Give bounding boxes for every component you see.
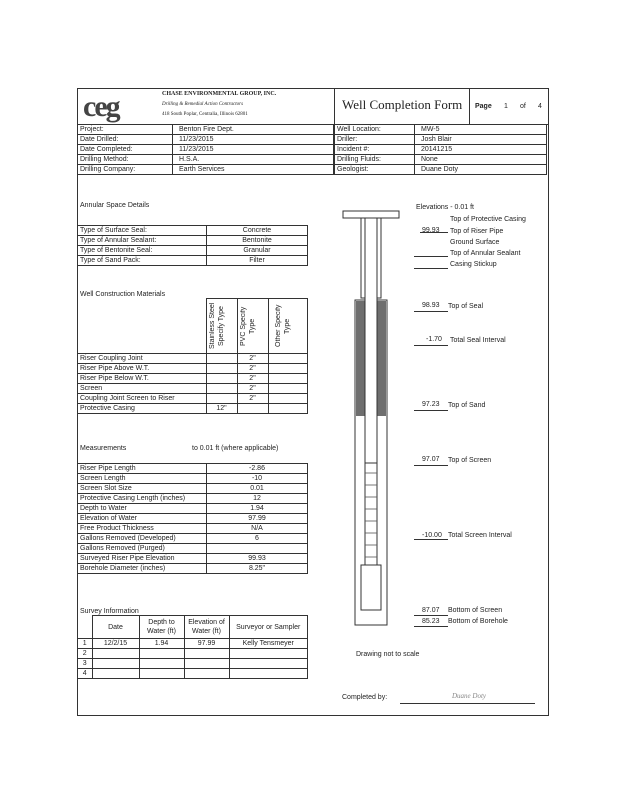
info-value: MW-5	[415, 125, 547, 135]
table-row	[78, 474, 308, 484]
annular-value: Bentonite	[207, 236, 308, 246]
material-pvc: 2"	[237, 384, 268, 394]
bottom-cap	[361, 565, 381, 610]
table-row	[78, 404, 308, 414]
table-row	[78, 514, 308, 524]
table-row	[78, 125, 334, 135]
table-row	[78, 155, 334, 165]
measure-value	[207, 544, 308, 554]
diagram-note: Drawing not to scale	[356, 651, 420, 658]
value-top-riser: 99.93	[422, 227, 440, 234]
value-bottom-borehole: 85.23	[422, 618, 440, 625]
material-pvc: 2"	[237, 374, 268, 384]
company-address: 418 South Poplar, Centralia, Illinois 62801	[162, 112, 248, 117]
measure-label: Surveyed Riser Pipe Elevation	[78, 554, 207, 564]
label-top-screen: Top of Screen	[448, 457, 492, 464]
survey-depth	[139, 649, 184, 659]
table-row	[78, 135, 334, 145]
survey-elev	[184, 649, 229, 659]
measurements-heading: Measurements	[80, 445, 127, 452]
table-row	[78, 364, 308, 374]
value-seal-interval: -1.70	[426, 336, 442, 343]
measure-label: Gallons Removed (Purged)	[78, 544, 207, 554]
table-row	[78, 544, 308, 554]
table-row	[335, 125, 547, 135]
table-header-row	[78, 299, 308, 354]
col-other: Other Specify Type	[274, 304, 291, 348]
table-row	[78, 145, 334, 155]
page-label: Page	[475, 103, 492, 110]
label-top-protective-casing: Top of Protective Casing	[450, 216, 526, 223]
table-row	[335, 145, 547, 155]
table-row	[78, 524, 308, 534]
header-title	[334, 88, 548, 125]
material-label: Screen	[78, 384, 207, 394]
info-label: Date Completed:	[78, 145, 173, 155]
measure-label: Riser Pipe Length	[78, 464, 207, 474]
measurements-note: to 0.01 ft (where applicable)	[192, 445, 279, 452]
measure-value: -2.86	[207, 464, 308, 474]
col-elevation: Elevation of Water (ft)	[184, 616, 229, 639]
screen	[365, 463, 377, 565]
measure-label: Depth to Water	[78, 504, 207, 514]
measure-value: 6	[207, 534, 308, 544]
survey-who: Kelly Tensmeyer	[229, 639, 308, 649]
label-top-annular: Top of Annular Sealant	[450, 250, 521, 257]
value-top-screen: 97.07	[422, 456, 440, 463]
survey-num: 4	[78, 669, 93, 679]
col-stainless: Stainless Steel Specify Type	[208, 302, 225, 350]
value-top-sand: 97.23	[422, 401, 440, 408]
value-line	[414, 539, 448, 540]
label-top-sand: Top of Sand	[448, 402, 486, 409]
survey-num: 1	[78, 639, 93, 649]
survey-who	[229, 649, 308, 659]
table-row	[78, 165, 334, 175]
material-label: Riser Pipe Below W.T.	[78, 374, 207, 384]
survey-date	[92, 659, 139, 669]
survey-elev: 97.99	[184, 639, 229, 649]
col-depth: Depth to Water (ft)	[139, 616, 184, 639]
table-row	[78, 669, 308, 679]
table-row	[78, 354, 308, 364]
label-top-seal: Top of Seal	[448, 303, 484, 310]
info-value: 11/23/2015	[173, 135, 334, 145]
table-row	[335, 155, 547, 165]
table-row	[335, 165, 547, 175]
survey-date	[92, 649, 139, 659]
info-value: H.S.A.	[173, 155, 334, 165]
material-other	[268, 404, 308, 414]
info-label: Date Drilled:	[78, 135, 173, 145]
table-row	[78, 504, 308, 514]
material-other	[268, 374, 308, 384]
riser-pipe	[365, 218, 377, 463]
table-row	[78, 534, 308, 544]
survey-num: 2	[78, 649, 93, 659]
col-date: Date	[92, 616, 139, 639]
signature-line	[400, 703, 535, 704]
material-label: Riser Coupling Joint	[78, 354, 207, 364]
survey-depth	[139, 669, 184, 679]
company-name: CHASE ENVIRONMENTAL GROUP, INC.	[162, 91, 277, 97]
value-screen-interval: -10.00	[422, 532, 442, 539]
info-value: None	[415, 155, 547, 165]
header-company	[77, 88, 334, 125]
survey-elev	[184, 659, 229, 669]
survey-depth: 1.94	[139, 639, 184, 649]
materials-heading: Well Construction Materials	[80, 291, 166, 298]
measure-label: Screen Slot Size	[78, 484, 207, 494]
measure-value: -10	[207, 474, 308, 484]
material-other	[268, 394, 308, 404]
survey-who	[229, 669, 308, 679]
info-value: Benton Fire Dept.	[173, 125, 334, 135]
annular-label: Type of Annular Sealant:	[78, 236, 207, 246]
completed-by-label: Completed by:	[342, 694, 388, 701]
company-tagline: Drilling & Remedial Action Contractors	[162, 102, 244, 107]
material-ss	[206, 354, 237, 364]
info-right-table	[334, 124, 547, 175]
form-title: Well Completion Form	[342, 97, 463, 112]
survey-who	[229, 659, 308, 669]
material-ss	[206, 364, 237, 374]
well-diagram	[335, 205, 410, 650]
material-pvc: 2"	[237, 394, 268, 404]
measure-value: 1.94	[207, 504, 308, 514]
info-label: Driller:	[335, 135, 415, 145]
table-header-row	[78, 616, 308, 639]
material-pvc: 2"	[237, 354, 268, 364]
value-line	[414, 410, 448, 411]
label-bottom-screen: Bottom of Screen	[448, 607, 503, 614]
material-other	[268, 384, 308, 394]
measure-label: Free Product Thickness	[78, 524, 207, 534]
info-value: Duane Doty	[415, 165, 547, 175]
measure-value: N/A	[207, 524, 308, 534]
label-bottom-borehole: Bottom of Borehole	[448, 618, 508, 625]
info-label: Incident #:	[335, 145, 415, 155]
measure-value: 12	[207, 494, 308, 504]
table-row	[78, 554, 308, 564]
table-row	[78, 236, 308, 246]
info-label: Well Location:	[335, 125, 415, 135]
company-logo: ceg	[83, 90, 119, 123]
value-line	[414, 615, 448, 616]
measure-label: Screen Length	[78, 474, 207, 484]
page-indicator	[469, 88, 549, 124]
measure-label: Protective Casing Length (inches)	[78, 494, 207, 504]
material-pvc: 2"	[237, 364, 268, 374]
info-label: Drilling Company:	[78, 165, 173, 175]
materials-table	[77, 298, 308, 414]
table-row	[78, 394, 308, 404]
material-ss	[206, 384, 237, 394]
material-ss: 12"	[206, 404, 237, 414]
info-label: Drilling Fluids:	[335, 155, 415, 165]
material-ss	[206, 374, 237, 384]
measure-label: Borehole Diameter (inches)	[78, 564, 207, 574]
info-label: Drilling Method:	[78, 155, 173, 165]
annular-value: Granular	[207, 246, 308, 256]
annular-label: Type of Bentonite Seal:	[78, 246, 207, 256]
survey-elev	[184, 669, 229, 679]
survey-date	[92, 669, 139, 679]
info-left-table	[77, 124, 334, 175]
survey-date: 12/2/15	[92, 639, 139, 649]
table-row	[78, 484, 308, 494]
measure-label: Gallons Removed (Developed)	[78, 534, 207, 544]
info-label: Geologist:	[335, 165, 415, 175]
table-row	[78, 494, 308, 504]
protective-casing-cap	[343, 211, 399, 218]
annular-label: Type of Surface Seal:	[78, 226, 207, 236]
value-bottom-screen: 87.07	[422, 607, 440, 614]
value-line	[414, 345, 448, 346]
value-line	[414, 465, 448, 466]
label-top-riser: Top of Riser Pipe	[450, 228, 504, 235]
annular-table	[77, 225, 308, 266]
value-line	[414, 626, 448, 627]
table-row	[78, 256, 308, 266]
page-total: 4	[538, 103, 542, 110]
material-pvc	[237, 404, 268, 414]
measure-value: 0.01	[207, 484, 308, 494]
info-value: Earth Services	[173, 165, 334, 175]
survey-heading: Survey Information	[80, 608, 139, 615]
annular-label: Type of Sand Pack:	[78, 256, 207, 266]
table-row	[78, 246, 308, 256]
info-value: 11/23/2015	[173, 145, 334, 155]
table-row	[78, 649, 308, 659]
table-row	[78, 374, 308, 384]
material-label: Protective Casing	[78, 404, 207, 414]
measure-value: 99.93	[207, 554, 308, 564]
material-label: Riser Pipe Above W.T.	[78, 364, 207, 374]
survey-table	[77, 615, 308, 679]
annular-value: Filter	[207, 256, 308, 266]
material-label: Coupling Joint Screen to Riser	[78, 394, 207, 404]
survey-depth	[139, 659, 184, 669]
table-row	[335, 135, 547, 145]
measure-value: 97.99	[207, 514, 308, 524]
value-line	[414, 268, 448, 269]
info-label: Project:	[78, 125, 173, 135]
survey-num: 3	[78, 659, 93, 669]
page-of: of	[520, 103, 526, 110]
signature: Duane Doty	[452, 692, 487, 700]
table-row	[78, 639, 308, 649]
table-row	[78, 384, 308, 394]
annular-heading: Annular Space Details	[80, 202, 150, 209]
table-row	[78, 564, 308, 574]
measurements-table	[77, 463, 308, 574]
measure-value: 8.25"	[207, 564, 308, 574]
annular-value: Concrete	[207, 226, 308, 236]
col-pvc: PVC Specify Type	[239, 306, 256, 346]
label-casing-stickup: Casing Stickup	[450, 261, 497, 268]
info-value: 20141215	[415, 145, 547, 155]
screen-body	[365, 463, 377, 565]
table-row	[78, 659, 308, 669]
value-top-seal: 98.93	[422, 302, 440, 309]
material-ss	[206, 394, 237, 404]
material-other	[268, 354, 308, 364]
label-ground-surface: Ground Surface	[450, 239, 500, 246]
col-surveyor: Surveyor or Sampler	[229, 616, 308, 639]
page-number: 1	[504, 103, 508, 110]
label-screen-interval: Total Screen Interval	[448, 532, 512, 539]
material-other	[268, 364, 308, 374]
elevations-heading: Elevations - 0.01 ft	[416, 204, 474, 211]
info-value: Josh Blair	[415, 135, 547, 145]
value-line	[414, 311, 448, 312]
table-row	[78, 226, 308, 236]
table-row	[78, 464, 308, 474]
measure-label: Elevation of Water	[78, 514, 207, 524]
value-line	[414, 256, 448, 257]
label-seal-interval: Total Seal Interval	[450, 337, 506, 344]
